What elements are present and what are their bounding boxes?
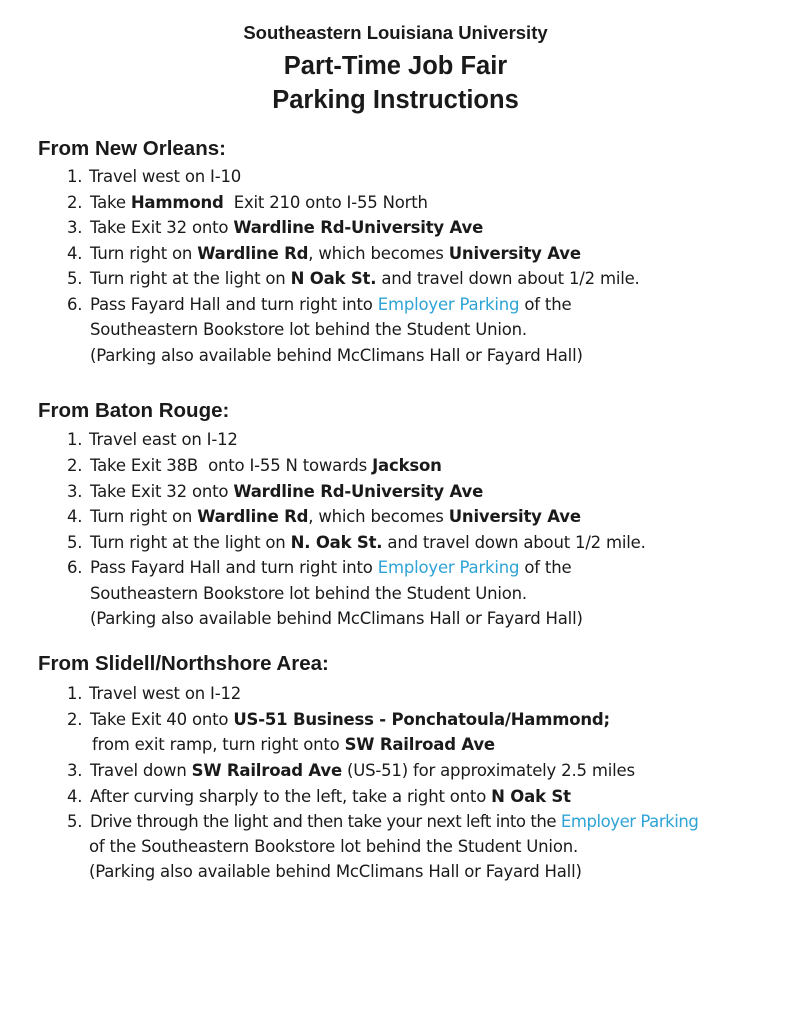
step-text: Pass Fayard Hall and turn right into <box>90 558 378 577</box>
step-text: Travel west on I-10 <box>89 167 242 186</box>
step-text: , which becomes <box>308 244 449 263</box>
step-note: (Parking also available behind McClimans Hall or Fayard Hall) <box>90 609 583 628</box>
step-bold-text: SW Railroad Ave <box>191 761 342 780</box>
page-subtitle: Parking Instructions <box>272 86 519 114</box>
step-text: Pass Fayard Hall and turn right into <box>90 295 378 314</box>
step-text: and travel down about 1/2 mile. <box>382 533 646 552</box>
step-number: 5. <box>67 269 83 288</box>
step-bold-text: University Ave <box>448 507 581 526</box>
step-note: (Parking also available behind McClimans Hall or Fayard Hall) <box>89 862 582 881</box>
step-number: 5. <box>67 812 83 831</box>
step-bold-text: Wardline Rd <box>197 507 309 526</box>
step-text: (US-51) for approximately 2.5 miles <box>341 761 635 780</box>
step-text: Travel east on I-12 <box>89 430 238 449</box>
step-bold-text: N Oak St <box>491 787 571 806</box>
step-number: 3. <box>67 761 83 780</box>
step-bold-text: SW Railroad Ave <box>344 735 495 754</box>
step-continuation: of the Southeastern Bookstore lot behind the Student Union. <box>89 837 579 856</box>
step-text: Travel down <box>90 761 192 780</box>
step-bold-text: Wardline Rd-University Ave <box>233 482 484 501</box>
step-text: Take <box>90 193 131 212</box>
step-bold-text: N Oak St. <box>290 269 377 288</box>
step-text: of the <box>519 558 572 577</box>
step-continuation: Southeastern Bookstore lot behind the Student Union. <box>90 320 527 339</box>
step-number: 5. <box>67 533 83 552</box>
step-text: of the <box>519 295 572 314</box>
step-number: 1. <box>67 167 83 186</box>
step-note: (Parking also available behind McClimans Hall or Fayard Hall) <box>90 346 583 365</box>
step-bold-text: US-51 Business - Ponchatoula/Hammond; <box>233 710 610 729</box>
step-text: Exit 210 onto I-55 North <box>223 193 428 212</box>
step-text: Take Exit 38B onto I-55 N towards <box>90 456 373 475</box>
step-number: 2. <box>67 456 83 475</box>
employer-parking-link[interactable]: Employer Parking <box>377 558 520 577</box>
step-number: 1. <box>67 684 83 703</box>
step-number: 1. <box>67 430 83 449</box>
step-continuation <box>92 734 495 756</box>
step-bold-text: Wardline Rd-University Ave <box>233 218 484 237</box>
step-text: Turn right at the light on <box>90 533 291 552</box>
section-heading-baton-rouge: From Baton Rouge: <box>38 399 230 422</box>
step-number: 3. <box>67 218 83 237</box>
step-text: Turn right on <box>90 507 198 526</box>
organization-name: Southeastern Louisiana University <box>243 22 548 43</box>
section-heading-new-orleans: From New Orleans: <box>38 137 226 160</box>
step-number: 4. <box>67 244 83 263</box>
section-heading-slidell-northshore: From Slidell/Northshore Area: <box>38 652 329 675</box>
step-bold-text: University Ave <box>448 244 581 263</box>
step-number: 2. <box>67 193 83 212</box>
step-bold-text: Jackson <box>372 456 442 475</box>
step-number: 6. <box>67 558 83 577</box>
step-text: and travel down about 1/2 mile. <box>376 269 640 288</box>
step-number: 4. <box>67 787 83 806</box>
step-number: 2. <box>67 710 83 729</box>
employer-parking-link[interactable]: Employer Parking <box>377 295 520 314</box>
step-text: , which becomes <box>308 507 449 526</box>
step-text: Drive through the light and then take your next left into the <box>90 812 561 831</box>
step-text: Turn right at the light on <box>90 269 291 288</box>
employer-parking-link[interactable]: Employer Parking <box>560 812 699 831</box>
step-number: 3. <box>67 482 83 501</box>
step-number: 6. <box>67 295 83 314</box>
step-continuation: Southeastern Bookstore lot behind the Student Union. <box>90 584 527 603</box>
step-bold-text: Hammond <box>130 193 224 212</box>
step-text: Turn right on <box>90 244 198 263</box>
step-number: 4. <box>67 507 83 526</box>
step-bold-text: N. Oak St. <box>290 533 383 552</box>
step-text: Take Exit 40 onto <box>90 710 234 729</box>
step-text: Take Exit 32 onto <box>90 218 234 237</box>
step-text: Take Exit 32 onto <box>90 482 234 501</box>
page-title: Part-Time Job Fair <box>283 52 508 80</box>
step-bold-text: Wardline Rd <box>197 244 309 263</box>
step-text: from exit ramp, turn right onto <box>92 735 345 754</box>
step-text: Travel west on I-12 <box>89 684 242 703</box>
step-text: After curving sharply to the left, take a right onto <box>90 787 492 806</box>
